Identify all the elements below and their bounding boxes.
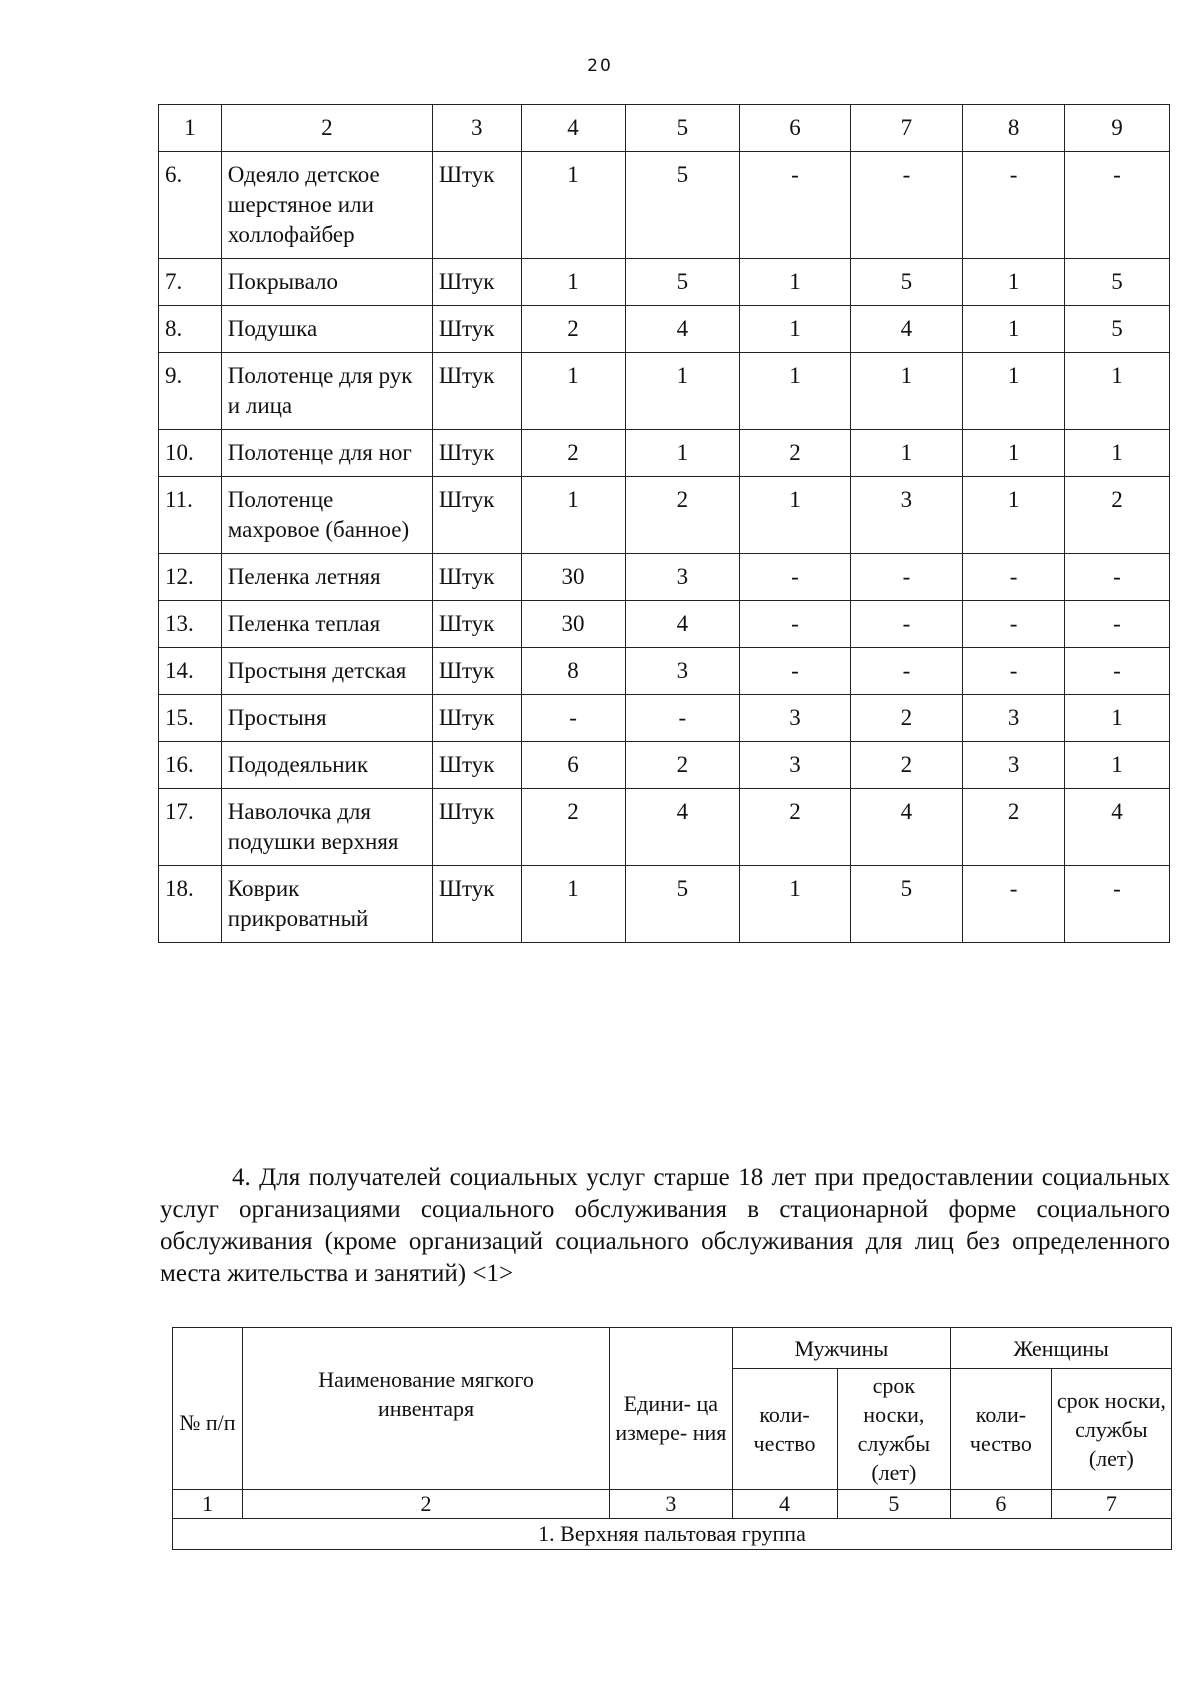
unit: Штук (432, 601, 521, 648)
item-name: Наволочка для подушки верхняя (221, 789, 432, 866)
unit: Штук (432, 353, 521, 430)
header-men-qty: коли- чество (732, 1369, 837, 1490)
inventory-table-adults (172, 1327, 1172, 1550)
value-cell: 1 (1064, 430, 1169, 477)
column-number: 4 (732, 1490, 837, 1519)
table-row (159, 430, 1170, 477)
unit: Штук (432, 695, 521, 742)
value-cell: - (740, 152, 850, 259)
column-number: 3 (610, 1490, 732, 1519)
table-row (159, 695, 1170, 742)
value-cell: 3 (625, 554, 740, 601)
value-cell: 1 (963, 306, 1065, 353)
value-cell: 3 (740, 695, 850, 742)
unit: Штук (432, 152, 521, 259)
value-cell: - (850, 648, 963, 695)
unit: Штук (432, 306, 521, 353)
value-cell: 5 (625, 866, 740, 943)
value-cell: 8 (521, 648, 625, 695)
table-row (159, 259, 1170, 306)
value-cell: 2 (521, 306, 625, 353)
unit: Штук (432, 648, 521, 695)
header-men: Мужчины (732, 1328, 951, 1369)
header-women: Женщины (951, 1328, 1172, 1369)
value-cell: 1 (521, 353, 625, 430)
value-cell: 1 (850, 353, 963, 430)
item-name: Полотенце для рук и лица (221, 353, 432, 430)
value-cell: - (1064, 866, 1169, 943)
value-cell: 1 (521, 477, 625, 554)
value-cell: 5 (850, 866, 963, 943)
unit: Штук (432, 554, 521, 601)
column-number: 9 (1064, 105, 1169, 152)
value-cell: - (963, 554, 1065, 601)
table-row (159, 477, 1170, 554)
column-number: 7 (850, 105, 963, 152)
row-number: 14. (159, 648, 222, 695)
item-name: Простыня детская (221, 648, 432, 695)
page-number: 20 (587, 56, 613, 76)
unit: Штук (432, 866, 521, 943)
value-cell: - (963, 601, 1065, 648)
item-name: Покрывало (221, 259, 432, 306)
value-cell: 4 (625, 306, 740, 353)
value-cell: 3 (850, 477, 963, 554)
inventory-table-continued (158, 104, 1170, 943)
column-number: 1 (173, 1490, 243, 1519)
column-number: 7 (1051, 1490, 1171, 1519)
header-women-qty: коли- чество (951, 1369, 1052, 1490)
value-cell: 1 (625, 353, 740, 430)
value-cell: 2 (850, 742, 963, 789)
column-number: 5 (625, 105, 740, 152)
value-cell: - (1064, 601, 1169, 648)
item-name: Полотенце для ног (221, 430, 432, 477)
value-cell: 1 (740, 477, 850, 554)
item-name: Подушка (221, 306, 432, 353)
column-number: 4 (521, 105, 625, 152)
row-number: 13. (159, 601, 222, 648)
header-num: № п/п (173, 1328, 243, 1490)
value-cell: 1 (521, 866, 625, 943)
value-cell: 5 (1064, 259, 1169, 306)
value-cell: - (850, 554, 963, 601)
value-cell: 1 (521, 259, 625, 306)
row-number: 7. (159, 259, 222, 306)
value-cell: - (740, 554, 850, 601)
value-cell: 1 (740, 259, 850, 306)
column-number: 1 (159, 105, 222, 152)
value-cell: - (521, 695, 625, 742)
table-row (159, 554, 1170, 601)
value-cell: 5 (850, 259, 963, 306)
value-cell: 1 (740, 866, 850, 943)
item-name: Пододеяльник (221, 742, 432, 789)
item-name: Пеленка теплая (221, 601, 432, 648)
row-number: 10. (159, 430, 222, 477)
table-row (159, 601, 1170, 648)
value-cell: - (963, 152, 1065, 259)
unit: Штук (432, 430, 521, 477)
value-cell: 2 (521, 430, 625, 477)
table-row (159, 866, 1170, 943)
value-cell: 1 (625, 430, 740, 477)
value-cell: 4 (850, 306, 963, 353)
value-cell: - (850, 601, 963, 648)
row-number: 16. (159, 742, 222, 789)
value-cell: 2 (521, 789, 625, 866)
value-cell: 30 (521, 601, 625, 648)
value-cell: 4 (850, 789, 963, 866)
value-cell: - (740, 601, 850, 648)
item-name: Одеяло детское шерстяное или холлофайбер (221, 152, 432, 259)
row-number: 11. (159, 477, 222, 554)
value-cell: 1 (963, 259, 1065, 306)
column-number: 6 (740, 105, 850, 152)
table-row (159, 152, 1170, 259)
value-cell: 30 (521, 554, 625, 601)
value-cell: 2 (1064, 477, 1169, 554)
value-cell: 3 (963, 695, 1065, 742)
value-cell: 1 (740, 306, 850, 353)
column-number: 2 (242, 1490, 609, 1519)
value-cell: 4 (625, 601, 740, 648)
row-number: 17. (159, 789, 222, 866)
value-cell: 3 (625, 648, 740, 695)
table-row (159, 742, 1170, 789)
value-cell: 1 (850, 430, 963, 477)
value-cell: 2 (625, 477, 740, 554)
value-cell: 5 (625, 152, 740, 259)
header-name: Наименование мягкого инвентаря (242, 1328, 609, 1490)
item-name: Простыня (221, 695, 432, 742)
value-cell: - (963, 866, 1065, 943)
section-heading: 1. Верхняя пальтовая группа (173, 1519, 1172, 1550)
value-cell: 1 (1064, 695, 1169, 742)
value-cell: 2 (740, 430, 850, 477)
header-unit: Едини- ца измере- ния (610, 1328, 732, 1490)
column-number: 3 (432, 105, 521, 152)
value-cell: 5 (1064, 306, 1169, 353)
value-cell: - (1064, 554, 1169, 601)
value-cell: - (1064, 152, 1169, 259)
value-cell: 1 (1064, 742, 1169, 789)
unit: Штук (432, 259, 521, 306)
value-cell: - (1064, 648, 1169, 695)
table-row (159, 648, 1170, 695)
column-number: 2 (221, 105, 432, 152)
column-number: 8 (963, 105, 1065, 152)
unit: Штук (432, 742, 521, 789)
row-number: 15. (159, 695, 222, 742)
column-number: 6 (951, 1490, 1052, 1519)
value-cell: - (740, 648, 850, 695)
header-women-term: срок носки, службы (лет) (1051, 1369, 1171, 1490)
value-cell: 1 (963, 477, 1065, 554)
value-cell: 2 (850, 695, 963, 742)
section-4-paragraph: 4. Для получателей социальных услуг старше 18 лет при предоставлении социальных услуг организациями социального обслуживания в стационарной форме социального обслуживания (кроме организаций социального обслуживания для лиц без определенного места жительства и занятий) <1> (160, 1164, 1170, 1287)
value-cell: 3 (963, 742, 1065, 789)
table-row (159, 353, 1170, 430)
column-number-row (159, 105, 1170, 152)
row-number: 18. (159, 866, 222, 943)
row-number: 12. (159, 554, 222, 601)
unit: Штук (432, 477, 521, 554)
value-cell: 1 (1064, 353, 1169, 430)
value-cell: 1 (740, 353, 850, 430)
value-cell: 2 (625, 742, 740, 789)
row-number: 6. (159, 152, 222, 259)
value-cell: 2 (740, 789, 850, 866)
value-cell: 1 (963, 430, 1065, 477)
item-name: Коврик прикроватный (221, 866, 432, 943)
value-cell: 3 (740, 742, 850, 789)
table-row (159, 306, 1170, 353)
value-cell: - (625, 695, 740, 742)
value-cell: 1 (521, 152, 625, 259)
header-men-term: срок носки, службы (лет) (837, 1369, 951, 1490)
value-cell: 2 (963, 789, 1065, 866)
value-cell: 4 (625, 789, 740, 866)
row-number: 8. (159, 306, 222, 353)
value-cell: 6 (521, 742, 625, 789)
value-cell: 5 (625, 259, 740, 306)
item-name: Пеленка летняя (221, 554, 432, 601)
table-row (159, 789, 1170, 866)
value-cell: 1 (963, 353, 1065, 430)
value-cell: - (963, 648, 1065, 695)
value-cell: 4 (1064, 789, 1169, 866)
unit: Штук (432, 789, 521, 866)
item-name: Полотенце махровое (банное) (221, 477, 432, 554)
value-cell: - (850, 152, 963, 259)
row-number: 9. (159, 353, 222, 430)
column-number: 5 (837, 1490, 951, 1519)
